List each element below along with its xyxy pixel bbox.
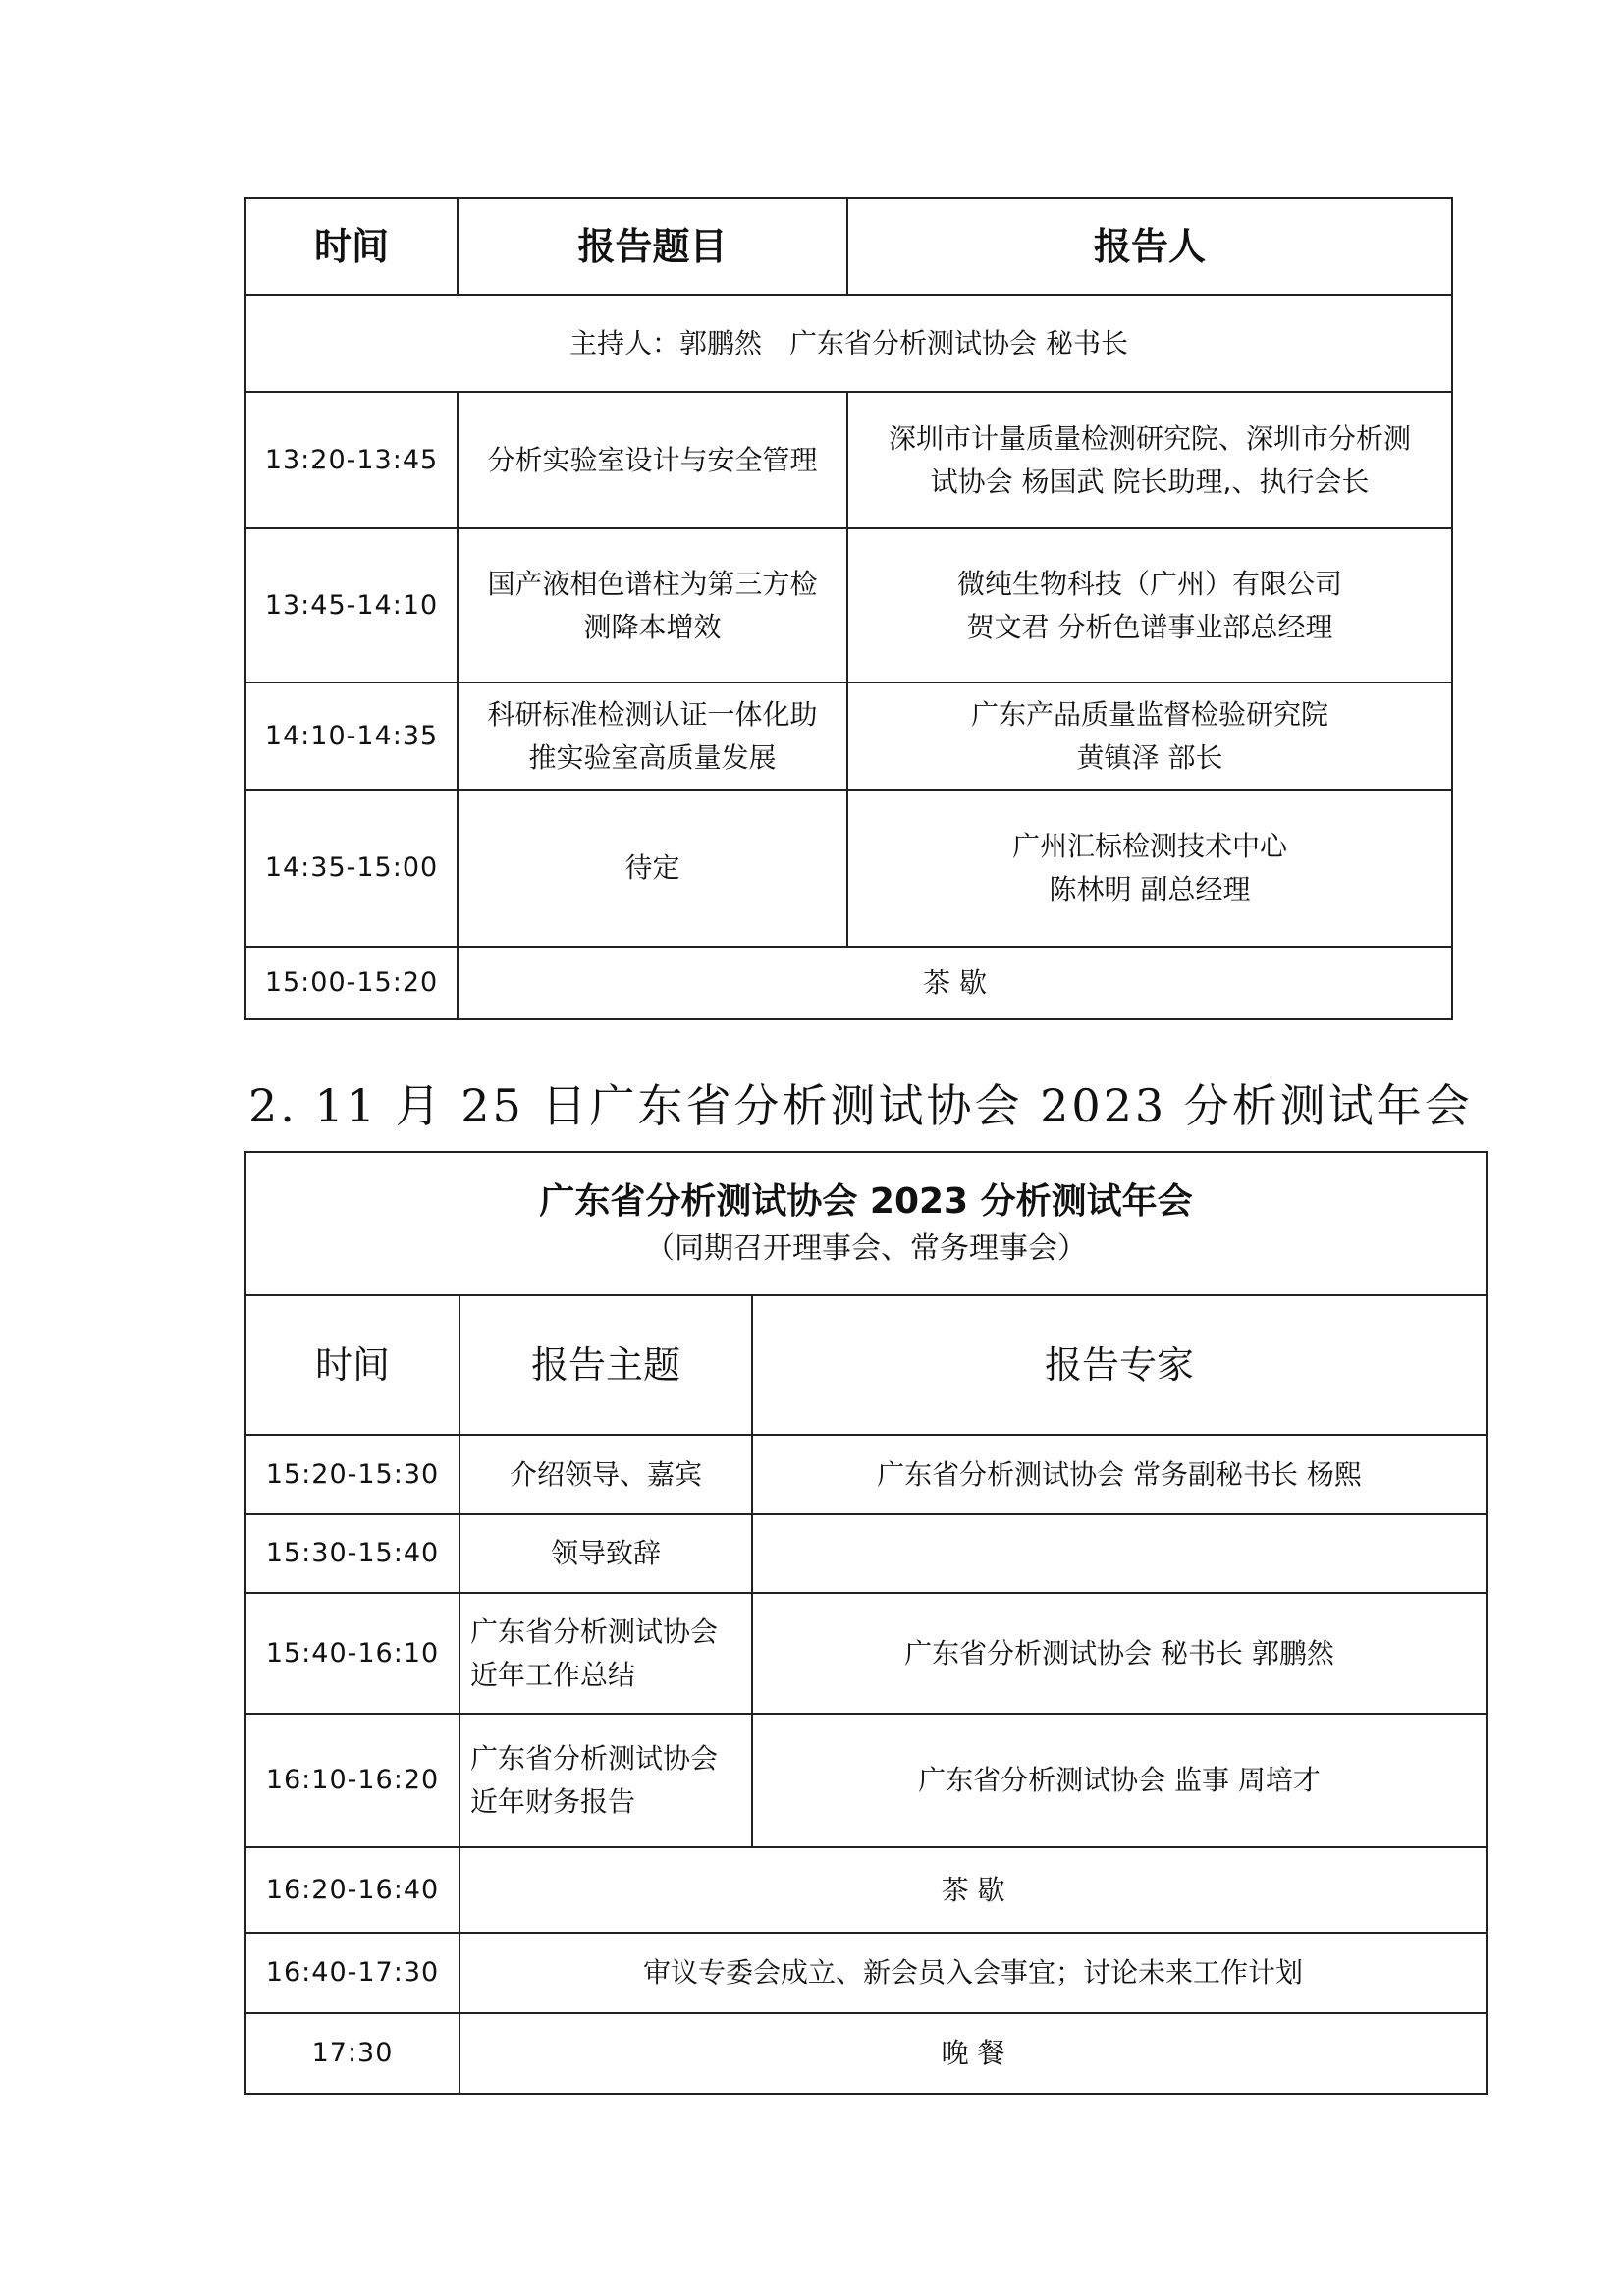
table-subtitle: （同期召开理事会、常务理事会） <box>645 1231 1088 1266</box>
expert-cell <box>752 1514 1487 1593</box>
topic-cell: 国产液相色谱柱为第三方检 测降本增效 <box>458 528 847 683</box>
speaker-cell: 广州汇标检测技术中心 陈林明 副总经理 <box>847 790 1452 947</box>
table-title: 广东省分析测试协会 2023 分析测试年会 <box>539 1181 1193 1222</box>
topic-cell: 介绍领导、嘉宾 <box>460 1435 752 1514</box>
time-cell: 17:30 <box>245 2013 460 2094</box>
dinner-cell: 晚 餐 <box>460 2013 1487 2094</box>
expert-cell: 广东省分析测试协会 监事 周培才 <box>752 1714 1487 1847</box>
topic-cell: 广东省分析测试协会 近年财务报告 <box>460 1714 752 1847</box>
time-cell: 14:10-14:35 <box>245 683 458 790</box>
header-expert: 报告专家 <box>752 1295 1487 1435</box>
topic-cell: 分析实验室设计与安全管理 <box>458 392 847 528</box>
time-cell: 13:45-14:10 <box>245 528 458 683</box>
break-cell: 茶 歇 <box>458 947 1452 1019</box>
time-cell: 16:40-17:30 <box>245 1933 460 2013</box>
time-cell: 16:20-16:40 <box>245 1847 460 1933</box>
topic-cell: 广东省分析测试协会 近年工作总结 <box>460 1593 752 1714</box>
header-time: 时间 <box>245 198 458 295</box>
topic-cell: 科研标准检测认证一体化助 推实验室高质量发展 <box>458 683 847 790</box>
agenda-cell: 审议专委会成立、新会员入会事宜；讨论未来工作计划 <box>460 1933 1487 2013</box>
header-time: 时间 <box>245 1295 460 1435</box>
time-cell: 15:20-15:30 <box>245 1435 460 1514</box>
time-cell: 15:30-15:40 <box>245 1514 460 1593</box>
host-row: 主持人：郭鹏然 广东省分析测试协会 秘书长 <box>245 295 1452 392</box>
time-cell: 15:40-16:10 <box>245 1593 460 1714</box>
expert-cell: 广东省分析测试协会 秘书长 郭鹏然 <box>752 1593 1487 1714</box>
section-heading: 2. 11 月 25 日广东省分析测试协会 2023 分析测试年会 <box>248 1079 1473 1132</box>
schedule-table-1 <box>244 197 1453 1020</box>
topic-cell: 领导致辞 <box>460 1514 752 1593</box>
schedule-table-2 <box>244 1151 1488 2095</box>
header-topic: 报告题目 <box>458 198 847 295</box>
expert-cell: 广东省分析测试协会 常务副秘书长 杨熙 <box>752 1435 1487 1514</box>
time-cell: 15:00-15:20 <box>245 947 458 1019</box>
speaker-cell: 深圳市计量质量检测研究院、深圳市分析测 试协会 杨国武 院长助理,、执行会长 <box>847 392 1452 528</box>
break-cell: 茶 歇 <box>460 1847 1487 1933</box>
speaker-cell: 广东产品质量监督检验研究院 黄镇泽 部长 <box>847 683 1452 790</box>
topic-cell: 待定 <box>458 790 847 947</box>
table-title-cell <box>245 1152 1487 1295</box>
time-cell: 14:35-15:00 <box>245 790 458 947</box>
speaker-cell: 微纯生物科技（广州）有限公司 贺文君 分析色谱事业部总经理 <box>847 528 1452 683</box>
time-cell: 13:20-13:45 <box>245 392 458 528</box>
header-speaker: 报告人 <box>847 198 1452 295</box>
time-cell: 16:10-16:20 <box>245 1714 460 1847</box>
header-topic: 报告主题 <box>460 1295 752 1435</box>
